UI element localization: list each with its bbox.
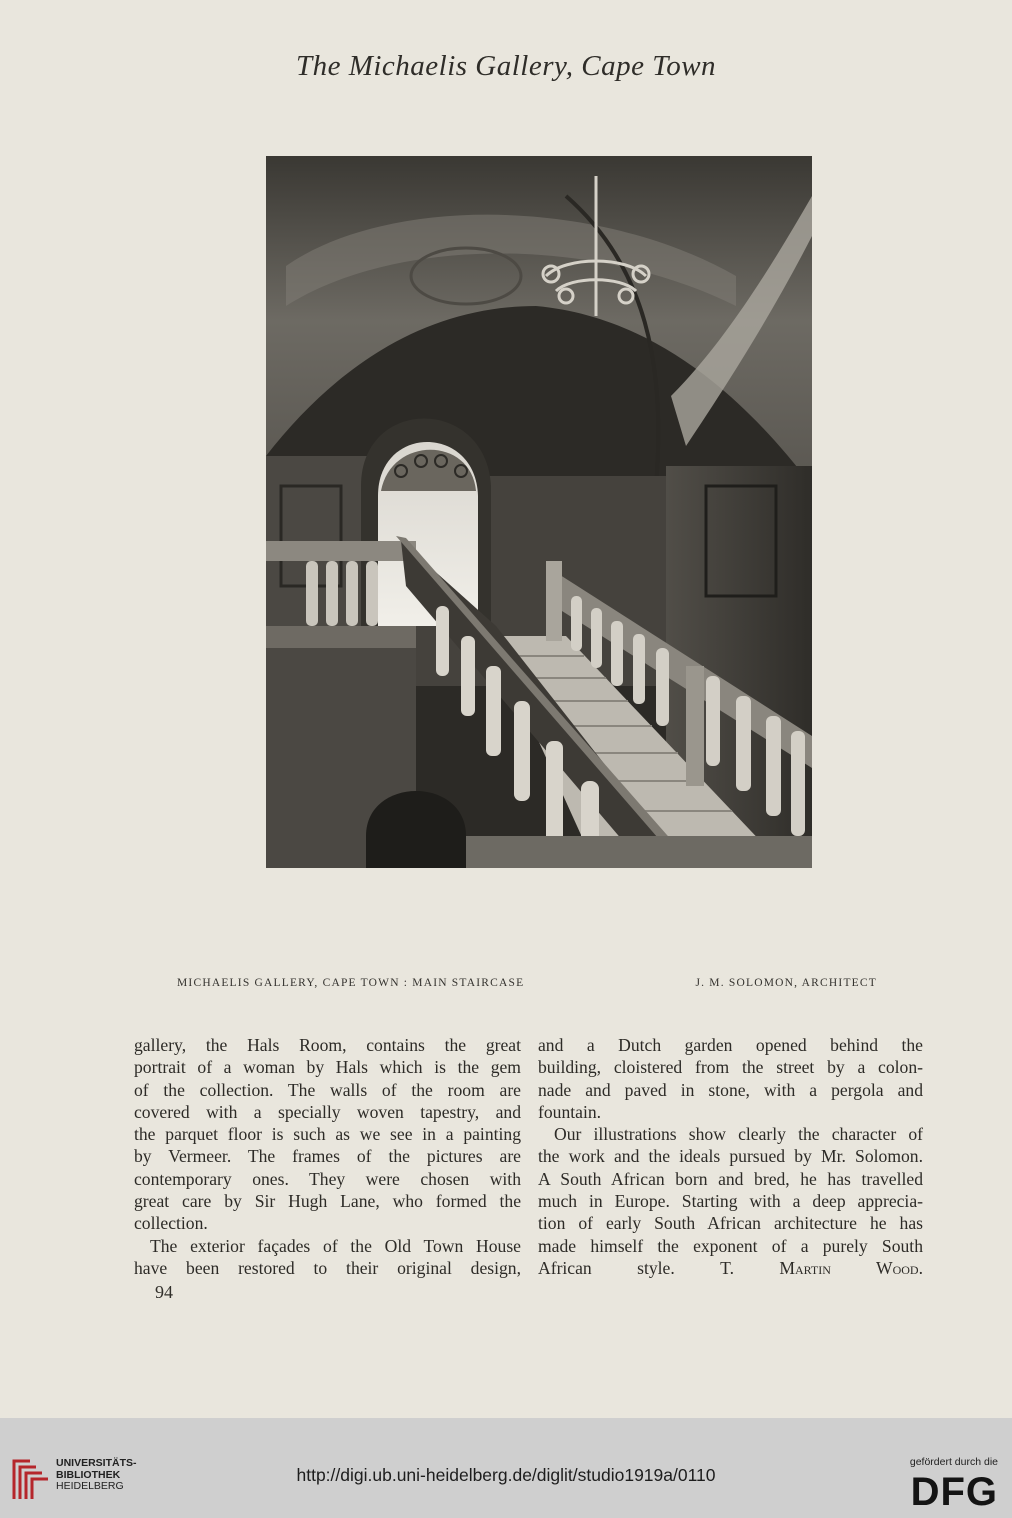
text-line: The exterior façades of the Old Town House: [150, 1235, 521, 1256]
text-line: fountain.: [538, 1101, 602, 1122]
text-line: great care by Sir Hugh Lane, who formed the: [134, 1191, 521, 1212]
figure-caption-title: MICHAELIS GALLERY, CAPE TOWN : MAIN STAIRCASE: [177, 977, 525, 989]
running-title: The Michaelis Gallery, Cape Town: [295, 50, 717, 82]
text-line-with-signature: [538, 1257, 923, 1279]
library-name-line: UNIVERSITÄTS-: [56, 1457, 137, 1469]
text-line: A South African born and bred, he has travelled: [538, 1168, 923, 1189]
text-line: tion of early South African architecture he has: [538, 1213, 923, 1234]
funding-note: gefördert durch die: [909, 1456, 998, 1468]
source-url-link[interactable]: http://digi.ub.uni-heidelberg.de/diglit/studio1919a/0110: [296, 1465, 716, 1485]
page-number: 94: [155, 1282, 173, 1302]
text-line: the work and the ideals pursued by Mr. Solomon.: [538, 1146, 923, 1167]
text-line: covered with a specially woven tapestry, and: [134, 1101, 521, 1122]
library-name-line: BIBLIOTHEK: [56, 1468, 121, 1481]
text-line: gallery, the Hals Room, contains the great: [134, 1035, 521, 1055]
text-line: of the collection. The walls of the room are: [134, 1079, 521, 1100]
library-name-line: HEIDELBERG: [56, 1480, 124, 1492]
text-line: Our illustrations show clearly the character of: [554, 1124, 923, 1145]
text-line: portrait of a woman by Hals which is the gem: [134, 1057, 521, 1078]
staircase-photograph: [266, 156, 812, 868]
text-line: and a Dutch garden opened behind the: [538, 1035, 923, 1055]
text-line: the parquet floor is such as we see in a painting: [134, 1124, 521, 1145]
text-column-right: [538, 1034, 923, 1279]
text-line: by Vermeer. The frames of the pictures are: [134, 1146, 521, 1167]
text-line: collection.: [134, 1213, 208, 1234]
staircase-illustration: [266, 156, 812, 868]
text-line: nade and paved in stone, with a pergola and: [538, 1079, 923, 1100]
text-line: made himself the exponent of a purely South: [538, 1235, 923, 1256]
text-line: have been restored to their original design,: [134, 1257, 521, 1278]
text-line: building, cloistered from the street by a colon-: [538, 1057, 923, 1078]
text-column-left: [134, 1034, 521, 1279]
author-signature: T. Martin Wood.: [720, 1257, 923, 1278]
text-line: much in Europe. Starting with a deep apprecia-: [538, 1191, 923, 1212]
closing-text: African style.: [538, 1257, 675, 1278]
text-line: contemporary ones. They were chosen with: [134, 1168, 521, 1189]
dfg-logo[interactable]: DFG: [910, 1470, 998, 1514]
figure-caption-credit: J. M. SOLOMON, ARCHITECT: [695, 977, 877, 989]
